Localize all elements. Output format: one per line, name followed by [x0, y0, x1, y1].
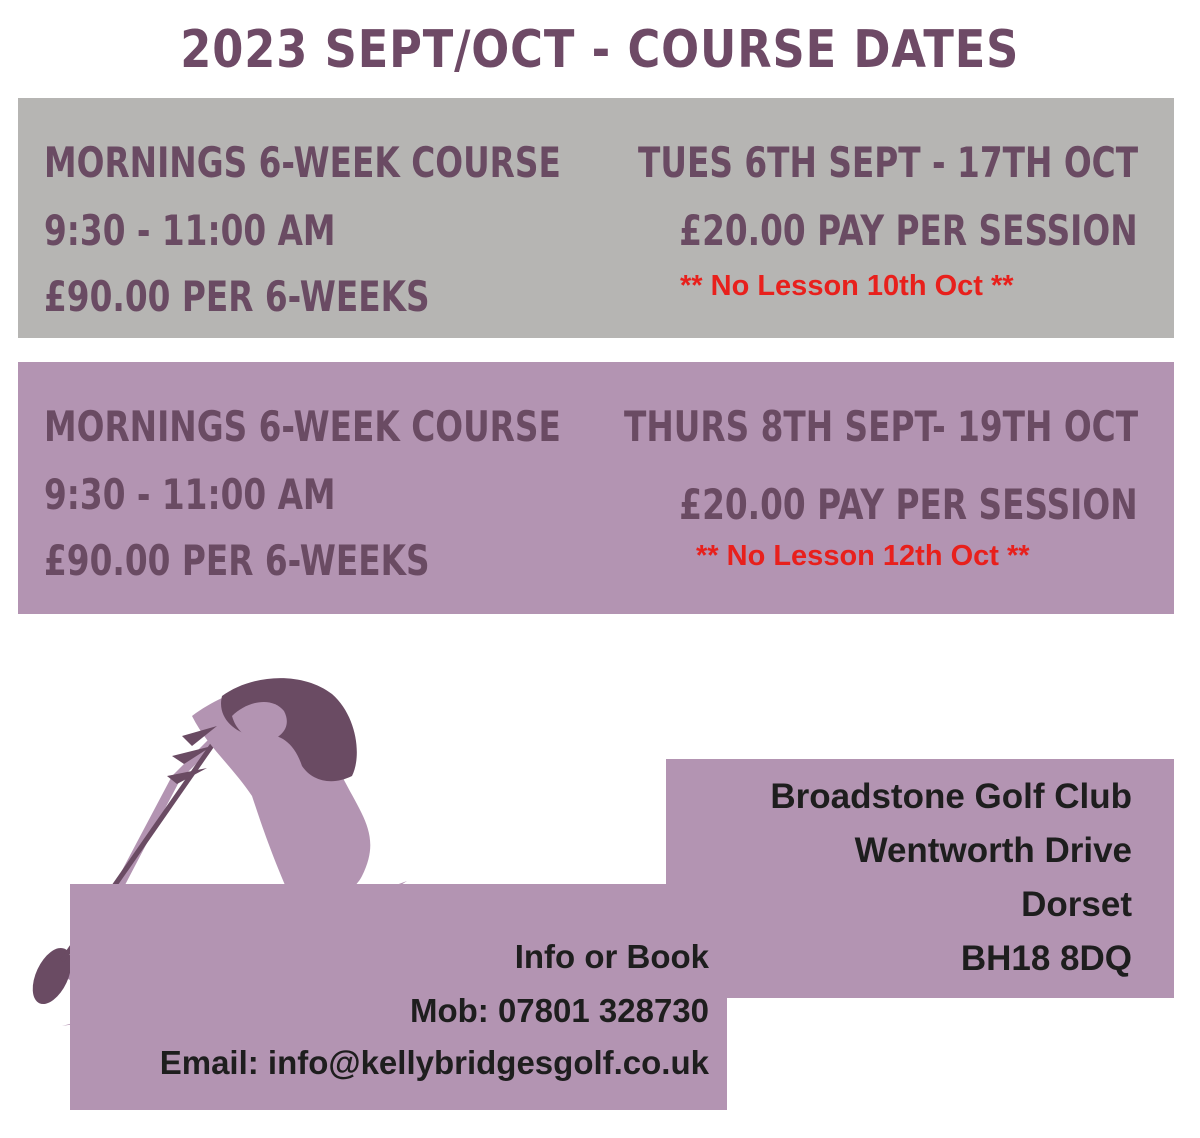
course-block-price: £90.00 PER 6-WEEKS: [44, 536, 430, 585]
no-lesson-note: ** No Lesson 12th Oct **: [696, 540, 1030, 572]
course-dates: TUES 6TH SEPT - 17TH OCT: [637, 138, 1138, 187]
course-time: 9:30 - 11:00 AM: [44, 470, 336, 519]
contact-email[interactable]: Email: info@kellybridgesgolf.co.uk: [159, 1044, 709, 1081]
page-title: 2023 SEPT/OCT - COURSE DATES: [180, 20, 1020, 80]
contact-mobile[interactable]: Mob: 07801 328730: [409, 992, 709, 1029]
course-block-price: £90.00 PER 6-WEEKS: [44, 272, 430, 321]
course-dates: THURS 8TH SEPT- 19TH OCT: [623, 402, 1138, 451]
address-line: Broadstone Golf Club: [770, 777, 1132, 816]
no-lesson-note: ** No Lesson 10th Oct **: [680, 270, 1014, 302]
address-box: [666, 759, 1174, 998]
address-line: Wentworth Drive: [854, 831, 1132, 870]
contact-box: [70, 884, 727, 1110]
course-panel-thursday: [18, 362, 1174, 614]
course-name: MORNINGS 6-WEEK COURSE: [44, 402, 561, 451]
course-panel-tuesday: [18, 98, 1174, 338]
course-session-price: £20.00 PAY PER SESSION: [679, 480, 1138, 529]
address-line: BH18 8DQ: [960, 939, 1132, 978]
course-name: MORNINGS 6-WEEK COURSE: [44, 138, 561, 187]
contact-heading: Info or Book: [514, 938, 709, 975]
address-line: Dorset: [1021, 885, 1132, 924]
course-time: 9:30 - 11:00 AM: [44, 206, 336, 255]
course-session-price: £20.00 PAY PER SESSION: [679, 206, 1138, 255]
